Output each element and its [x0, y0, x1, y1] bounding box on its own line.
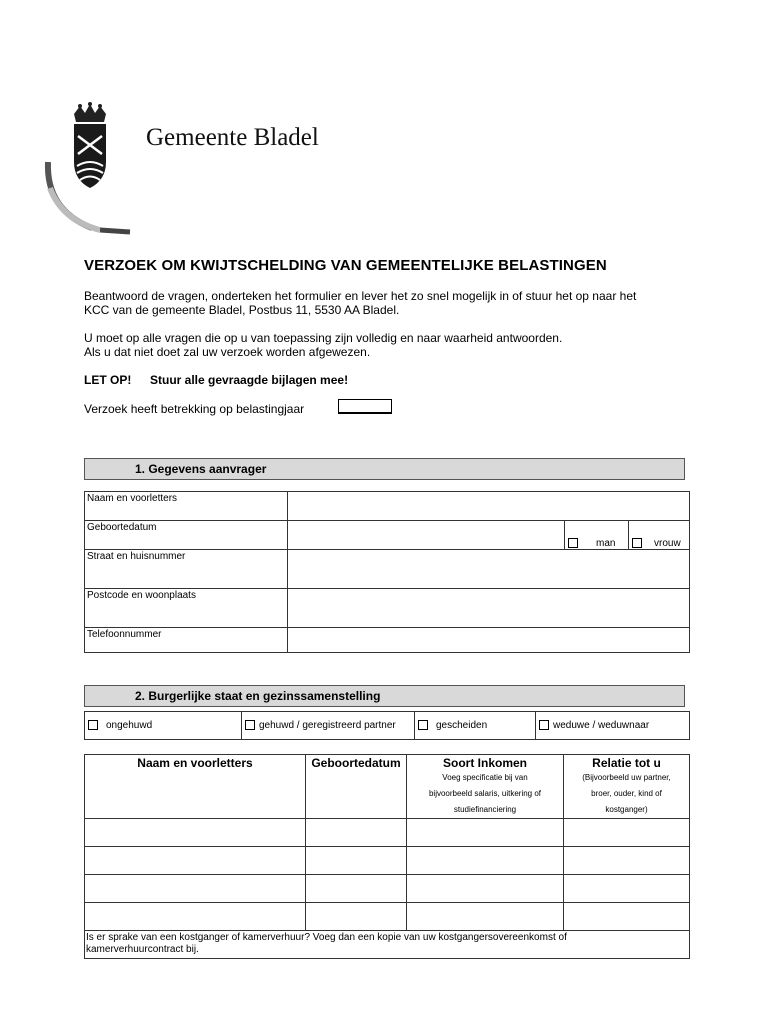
- postcode-field[interactable]: [288, 589, 690, 628]
- birthdate-field[interactable]: [288, 521, 565, 550]
- gender-female-checkbox[interactable]: [632, 538, 642, 548]
- household-relation-cell[interactable]: [564, 847, 690, 875]
- name-field[interactable]: [288, 492, 690, 521]
- applicant-table: [84, 491, 690, 653]
- col-income-header: Soort Inkomen: [442, 756, 527, 770]
- household-income-cell[interactable]: [407, 903, 564, 931]
- col-income-sub-2: bijvoorbeeld salaris, uitkering of: [428, 789, 542, 798]
- municipality-name: Gemeente Bladel: [146, 124, 319, 151]
- status-ongehuwd-label: ongehuwd: [106, 720, 153, 731]
- household-relation-cell[interactable]: [564, 903, 690, 931]
- household-name-cell[interactable]: [85, 819, 306, 847]
- household-birthdate-cell[interactable]: [306, 847, 407, 875]
- instruction-line-1: U moet op alle vragen die op u van toepassing zijn volledig en naar waarheid antwoorden.: [84, 331, 563, 345]
- status-weduwe-label: weduwe / weduwnaar: [553, 720, 650, 731]
- section-1-title: 1. Gegevens aanvrager: [135, 462, 267, 476]
- gender-male-cell: [565, 521, 629, 550]
- col-relation-sub-2: broer, ouder, kind of: [591, 789, 662, 798]
- household-birthdate-cell[interactable]: [306, 819, 407, 847]
- intro-line-2: KCC van de gemeente Bladel, Postbus 11, 5530 AA Bladel.: [84, 303, 400, 317]
- civil-status-table: [84, 711, 690, 740]
- status-option: [85, 712, 242, 740]
- page-title: VERZOEK OM KWIJTSCHELDING VAN GEMEENTELIJKE BELASTINGEN: [84, 257, 607, 274]
- col-relation-sub-3: kostganger): [605, 805, 648, 814]
- tax-year-label: Verzoek heeft betrekking op belastingjaar: [84, 402, 305, 416]
- birthdate-label: Geboortedatum: [87, 522, 157, 533]
- section-2-title: 2. Burgerlijke staat en gezinssamenstelling: [135, 689, 381, 703]
- status-gescheiden-label: gescheiden: [436, 720, 488, 731]
- intro-line-1: Beantwoord de vragen, onderteken het formulier en lever het zo snel mogelijk in of stuur het op naar het: [84, 289, 637, 303]
- phone-label: Telefoonnummer: [87, 629, 162, 640]
- lodger-note-line-1: Is er sprake van een kostganger of kamerverhuur? Voeg dan een kopie van uw kostgangersovereenkomst of: [86, 932, 567, 943]
- instruction-line-2: Als u dat niet doet zal uw verzoek worden afgewezen.: [84, 345, 371, 359]
- household-income-cell[interactable]: [407, 847, 564, 875]
- col-name-header: Naam en voorletters: [137, 756, 253, 770]
- household-relation-cell[interactable]: [564, 819, 690, 847]
- col-relation-sub-1: (Bijvoorbeeld uw partner,: [582, 773, 671, 782]
- status-gehuwd-label: gehuwd / geregistreerd partner: [259, 720, 396, 731]
- section-1-header: [84, 458, 685, 480]
- gender-female-cell: [629, 521, 690, 550]
- gender-female-label: vrouw: [654, 538, 681, 549]
- section-2-header: [84, 685, 685, 707]
- status-ongehuwd-checkbox[interactable]: [88, 720, 98, 730]
- postcode-label: Postcode en woonplaats: [87, 590, 196, 601]
- col-relation-header: Relatie tot u: [592, 756, 661, 770]
- table-row: [85, 875, 690, 903]
- status-option: [536, 712, 690, 740]
- col-income-sub-1: Voeg specificatie bij van: [442, 773, 528, 782]
- household-income-cell[interactable]: [407, 875, 564, 903]
- status-option: [242, 712, 415, 740]
- status-gescheiden-checkbox[interactable]: [418, 720, 428, 730]
- status-option: [415, 712, 536, 740]
- gender-male-checkbox[interactable]: [568, 538, 578, 548]
- household-table: [84, 754, 690, 959]
- lodger-note-line-2: kamerverhuurcontract bij.: [86, 944, 199, 955]
- gender-male-label: man: [596, 538, 616, 549]
- household-birthdate-cell[interactable]: [306, 875, 407, 903]
- household-name-cell[interactable]: [85, 903, 306, 931]
- col-income-sub-3: studiefinanciering: [453, 805, 517, 814]
- table-row: [85, 847, 690, 875]
- household-birthdate-cell[interactable]: [306, 903, 407, 931]
- status-weduwe-checkbox[interactable]: [539, 720, 549, 730]
- street-field[interactable]: [288, 550, 690, 589]
- name-label: Naam en voorletters: [87, 493, 178, 504]
- notice-label: LET OP!: [84, 373, 132, 387]
- household-name-cell[interactable]: [85, 847, 306, 875]
- col-birthdate-header: Geboortedatum: [311, 756, 401, 770]
- household-name-cell[interactable]: [85, 875, 306, 903]
- household-income-cell[interactable]: [407, 819, 564, 847]
- tax-year-input[interactable]: [338, 399, 392, 414]
- notice-text: Stuur alle gevraagde bijlagen mee!: [150, 373, 349, 387]
- household-relation-cell[interactable]: [564, 875, 690, 903]
- table-row: [85, 819, 690, 847]
- phone-field[interactable]: [288, 628, 690, 653]
- table-row: [85, 903, 690, 931]
- street-label: Straat en huisnummer: [87, 551, 186, 562]
- municipality-logo: [40, 100, 140, 236]
- lodger-note: [85, 931, 690, 959]
- status-gehuwd-checkbox[interactable]: [245, 720, 255, 730]
